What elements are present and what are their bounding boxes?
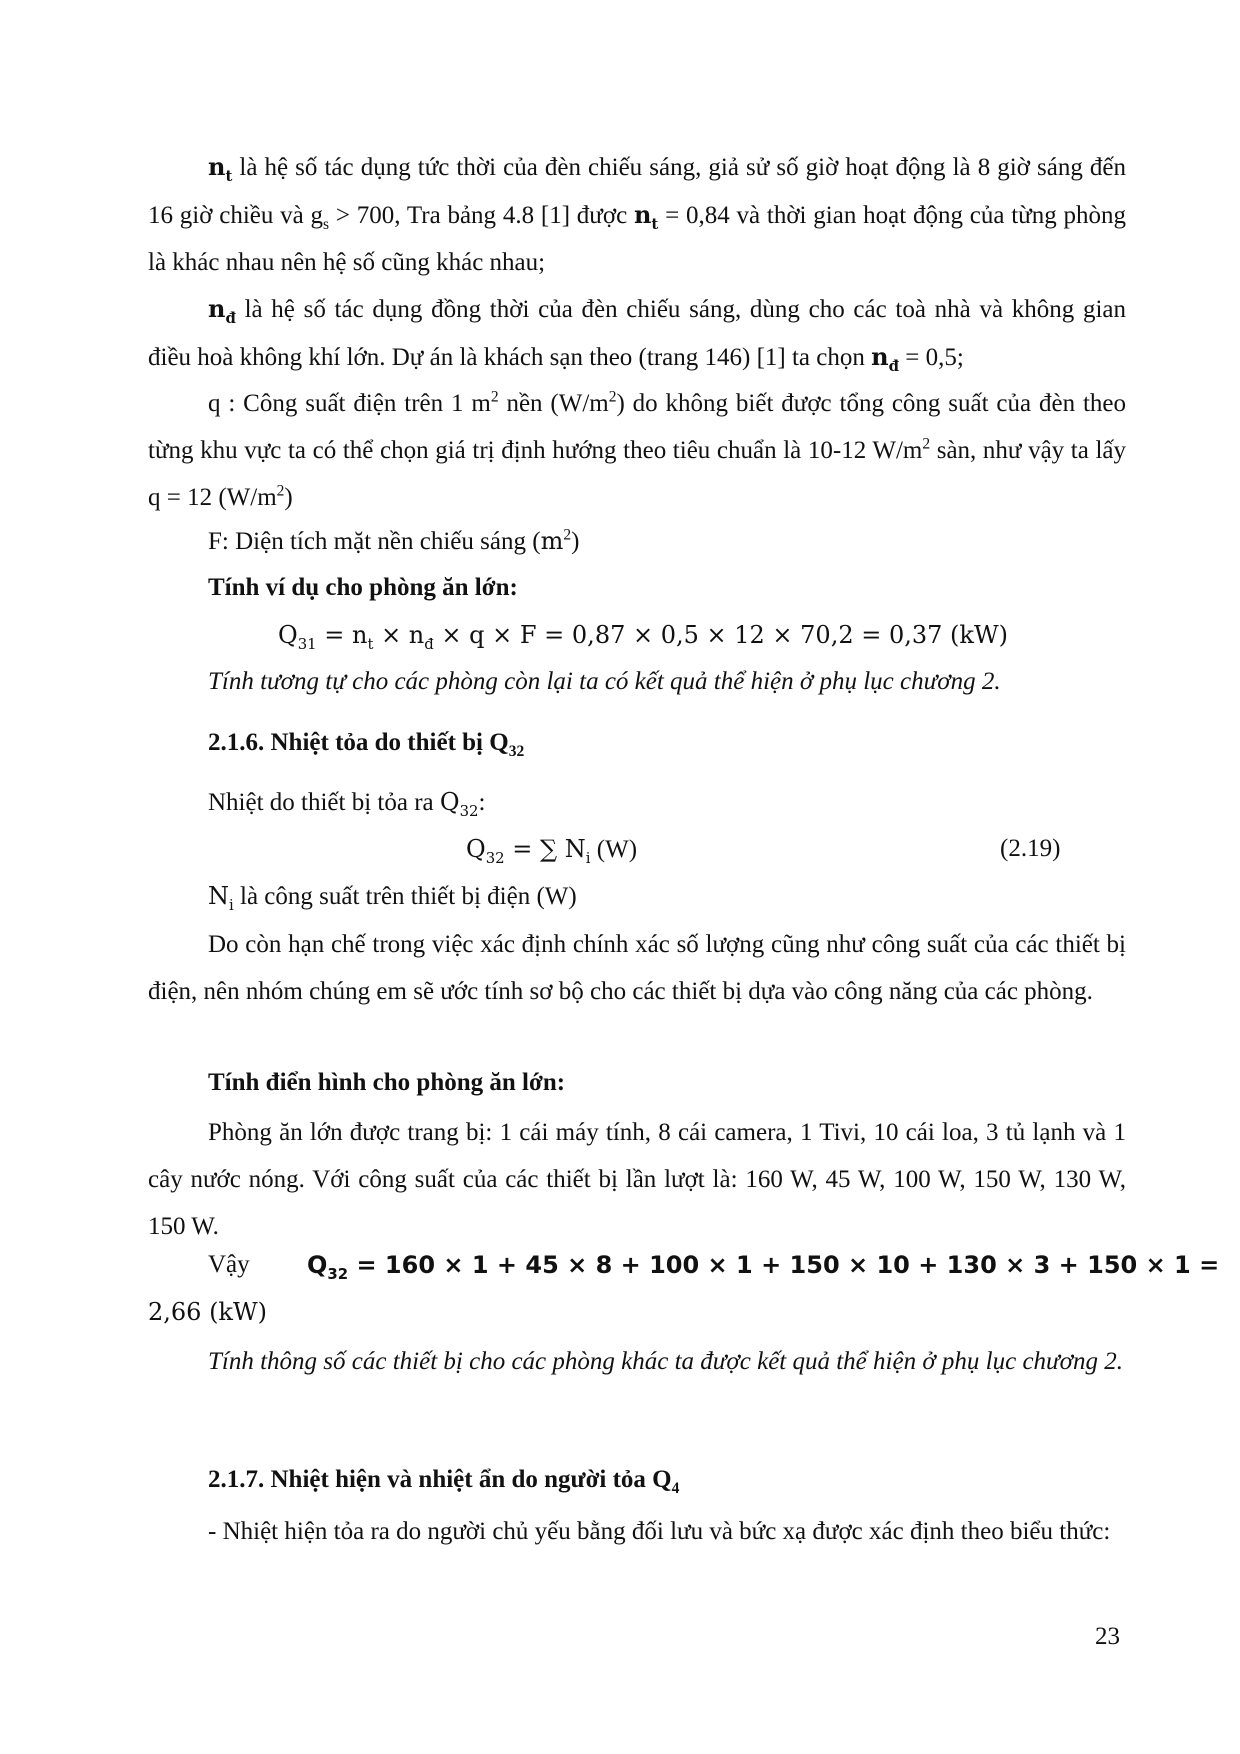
paragraph-equipment-heat: Nhiệt do thiết bị tỏa ra $Q_{32}$: [208, 788, 486, 820]
page-number: 23 [1095, 1623, 1120, 1650]
paragraph-f: F: Diện tích mặt nền chiếu sáng $(m^2)$ [208, 526, 580, 555]
paragraph-equipment-list: Phòng ăn lớn được trang bị: 1 cái máy tính, 8 cái camera, 1 Tivi, 10 cái loa, 3 tủ lạnh và 1 cây nước nóng. Với công suất của các thiết bị lần lượt là: 160 W, 45 W, 100 W, 150 W, 130 W, 150 W. [148, 1119, 1126, 1241]
symbol-nd: $n_đ$ [208, 294, 236, 327]
note-appendix-lighting: Tính tương tự cho các phòng còn lại ta có kết quả thể hiện ở phụ lục chương 2. [208, 668, 1001, 695]
example-title-dining: Tính ví dụ cho phòng ăn lớn: [208, 574, 518, 601]
equation-q32-total: $Q_{32} = 160 \times 1 + 45 \times 8 + 100 \times 1 + 150 \times 10 + 130 \times 3 + 150 \times 1$ = [307, 1251, 1220, 1283]
paragraph-sensible-heat: - Nhiệt hiện tỏa ra do người chủ yếu bằng đối lưu và bức xạ được xác định theo biểu thức: [208, 1518, 1111, 1545]
paragraph-nd: $n_đ$ là hệ số tác dụng đồng thời của đèn chiếu sáng, dùng cho các toà nhà và không gian điều hoà không khí lớn. Dự án là khách sạn theo (trang 146) [1] ta chọn $n_đ = 0,5$; [148, 294, 1126, 375]
paragraph-estimate: Do còn hạn chế trong việc xác định chính xác số lượng cũng như công suất của các thiết bị điện, nên nhóm chúng em sẽ ước tính sơ bộ cho các thiết bị dựa vào công năng của các phòng. [148, 931, 1126, 1006]
paragraph-q: q : Công suất điện trên 1 $m^2$ nền $(W/m^2)$ do không biết được tổng công suất của đèn theo từng khu vực ta có thể chọn giá trị định hướng theo tiêu chuẩn là 10-12 $W/m^2$ sàn, như vậy ta lấy q = 12 $(W/m^2)$ [148, 388, 1126, 512]
equation-q32-sum: $Q_{32}$ = ∑ $N_i$ (W) [466, 835, 638, 867]
equation-number: (2.19) [1000, 835, 1061, 862]
equation-q31: $Q_{31} = n_t \times n_đ \times q \times F = 0,87 \times 0,5 \times 12 \times 70,2 = 0,37$ (kW) [278, 621, 1008, 653]
equation-result: 2,66 (kW) [148, 1298, 268, 1326]
section-heading-2-1-6: 2.1.6. Nhiệt tỏa do thiết bị $Q_{32}$ [208, 729, 525, 760]
example-title-typical: Tính điển hình cho phòng ăn lớn: [208, 1069, 566, 1096]
symbol-ni: $N_i$ [208, 882, 234, 914]
section-heading-2-1-7: 2.1.7. Nhiệt hiện và nhiệt ẩn do người tỏa $Q_4$ [208, 1466, 680, 1497]
note-appendix-equipment: Tính thông số các thiết bị cho các phòng khác ta được kết quả thể hiện ở phụ lục chương 2. [208, 1348, 1124, 1375]
paragraph-nt: $n_t$ là hệ số tác dụng tức thời của đèn chiếu sáng, giả sử số giờ hoạt động là 8 giờ sáng đến 16 giờ chiều và $g_s > 700$, Tra bảng 4.8 [1] được $n_t = 0,84$ và thời gian hoạt động của từng phòng là khác nhau nên hệ số cũng khác nhau; [148, 152, 1126, 277]
symbol-nt: $n_t$ [208, 152, 233, 185]
paragraph-ni: $N_i$ là công suất trên thiết bị điện (W) [208, 882, 577, 914]
label-vay: Vậy [208, 1251, 250, 1278]
